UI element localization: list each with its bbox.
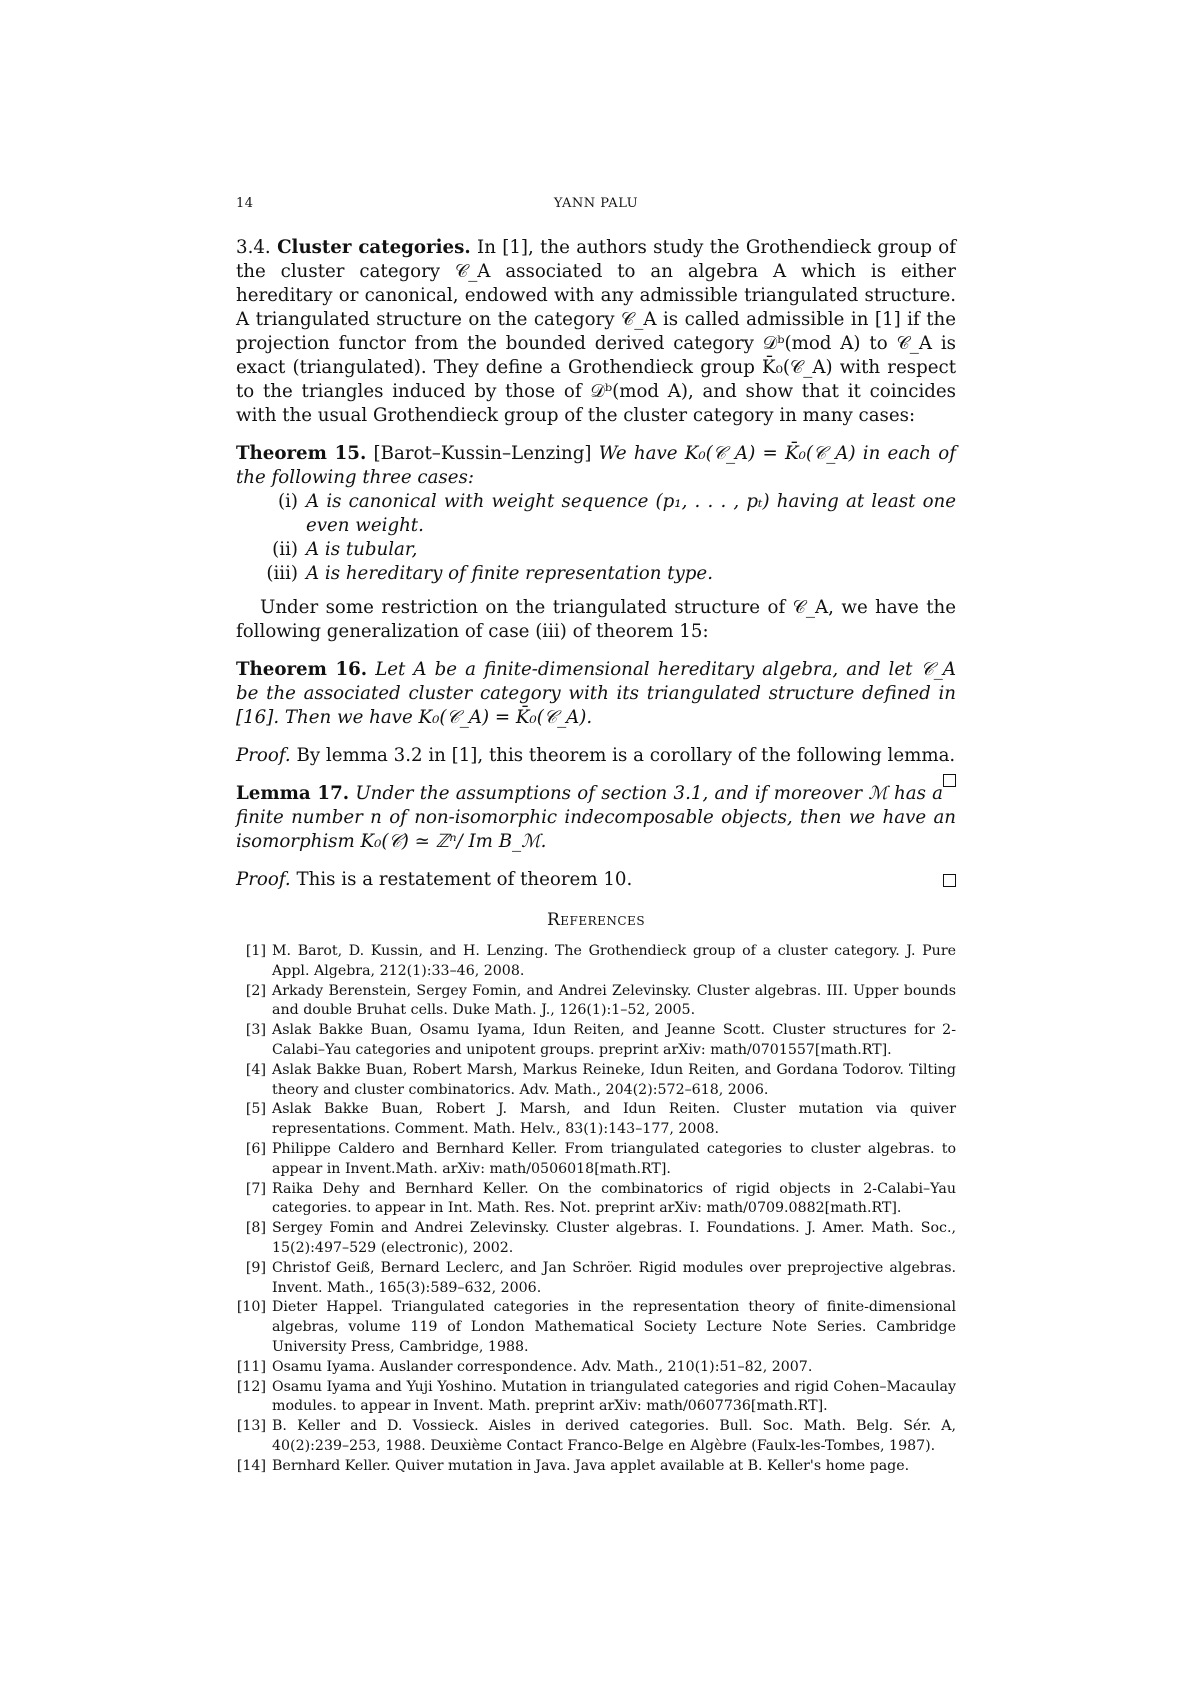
reference-item: [7] Raika Dehy and Bernhard Keller. On the combinatorics of rigid objects in 2-Calabi–Yau categories. to appear in Int. Math. Res. Not. preprint arXiv: math/0709.0882[math.RT]. — [245, 1180, 956, 1217]
proof-text: By lemma 3.2 in [1], this theorem is a corollary of the following lemma. — [296, 745, 956, 766]
section-title: Cluster categories. — [277, 237, 471, 258]
theorem-16-statement: Let A be a finite-dimensional hereditary algebra, and let 𝒞_A be the associated cluster category with its triangulated structure defined in [16]. Then we have K₀(𝒞_A) = K̄₀(𝒞_A). — [236, 659, 956, 728]
proof-text: This is a restatement of theorem 10. — [296, 869, 633, 890]
case-item: (ii) A is tubular, — [272, 539, 418, 560]
theorem-16-label: Theorem 16. — [236, 659, 368, 680]
theorem-15-statement: We have K₀(𝒞_A) = K̄₀(𝒞_A) in each of the following three cases: — [236, 443, 956, 488]
lemma-17-label: Lemma 17. — [236, 783, 350, 804]
qed-box-icon — [943, 874, 956, 887]
theorem-15-label: Theorem 15. — [236, 443, 367, 464]
theorem-15-attribution: [Barot–Kussin–Lenzing] — [373, 443, 592, 464]
reference-item: [6] Philippe Caldero and Bernhard Keller. From triangulated categories to cluster algebras. to appear in Invent.Math. arXiv: math/0506018[math.RT]. — [245, 1140, 956, 1177]
reference-item: [14] Bernhard Keller. Quiver mutation in Java. Java applet available at B. Keller's home page. — [236, 1457, 910, 1474]
reference-item: [2] Arkady Berenstein, Sergey Fomin, and Andrei Zelevinsky. Cluster algebras. III. Upper bounds and double Bruhat cells. Duke Math. J., 126(1):1–52, 2005. — [245, 982, 956, 1019]
lemma-17-statement: Under the assumptions of section 3.1, and if moreover ℳ has a finite number n of non-isomorphic indecomposable objects, then we have an isomorphism K₀(𝒞) ≃ ℤⁿ/ Im B_ℳ. — [236, 783, 956, 852]
reference-item: [1] M. Barot, D. Kussin, and H. Lenzing. The Grothendieck group of a cluster category. J. Pure Appl. Algebra, 212(1):33–46, 2008. — [245, 943, 956, 979]
page-body — [236, 236, 956, 1477]
proof-2 — [236, 868, 956, 892]
page-number: 14 — [236, 196, 254, 211]
reference-item: [3] Aslak Bakke Buan, Osamu Iyama, Idun Reiten, and Jeanne Scott. Cluster structures for 2-Calabi–Yau categories and unipotent groups. preprint arXiv: math/0701557[math.RT]. — [245, 1022, 956, 1058]
theorem-16 — [236, 658, 956, 730]
lemma-17 — [236, 782, 956, 854]
running-head-author: YANN PALU — [553, 196, 639, 211]
reference-item: [4] Aslak Bakke Buan, Robert Marsh, Markus Reineke, Idun Reiten, and Gordana Todorov. Tilting theory and cluster combinatorics. Adv. Math., 204(2):572–618, 2006. — [245, 1061, 956, 1098]
section-body: In [1], the authors study the Grothendieck group of the cluster category 𝒞_A associated to an algebra A which is either hereditary or canonical, endowed with any admissible triangulated structure. A triangulated structure on the category 𝒞_A is called admissible in [1] if the projection functor from the bounded derived category 𝒟ᵇ(mod A) to 𝒞_A is exact (triangulated). They define a Grothendieck group K̄₀(𝒞_A) with respect to the triangles induced by those of 𝒟ᵇ(mod A), and show that it coincides with the usual Grothendieck group of the cluster category in many cases: — [236, 237, 956, 426]
case-item: (i) A is canonical with weight sequence (p₁, . . . , pₜ) having at least one even weight. — [277, 491, 956, 536]
reference-item: [10] Dieter Happel. Triangulated categories in the representation theory of finite-dimensional algebras, volume 119 of London Mathematical Society Lecture Note Series. Cambridge University Press, Cambridge, 1988. — [236, 1299, 956, 1355]
section-number: 3.4. — [236, 237, 271, 258]
reference-item: [11] Osamu Iyama. Auslander correspondence. Adv. Math., 210(1):51–82, 2007. — [236, 1358, 813, 1375]
generalization-paragraph: Under some restriction on the triangulated structure of 𝒞_A, we have the following generalization of case (iii) of theorem 15: — [236, 597, 956, 642]
references-heading: References — [546, 910, 646, 930]
reference-item: [9] Christof Geiß, Bernard Leclerc, and Jan Schröer. Rigid modules over preprojective algebras. Invent. Math., 165(3):589–632, 2006. — [245, 1259, 956, 1296]
proof-label: Proof. — [236, 745, 291, 766]
reference-item: [5] Aslak Bakke Buan, Robert J. Marsh, and Idun Reiten. Cluster mutation via quiver representations. Comment. Math. Helv., 83(1):143–177, 2008. — [245, 1101, 956, 1138]
references-list — [236, 942, 956, 1477]
proof-label: Proof. — [236, 869, 291, 890]
reference-item: [13] B. Keller and D. Vossieck. Aisles in derived categories. Bull. Soc. Math. Belg. Sér. A, 40(2):239–253, 1988. Deuxième Contact Franco-Belge en Algèbre (Faulx-les-Tombes, 1987). — [236, 1418, 956, 1454]
reference-item: [12] Osamu Iyama and Yuji Yoshino. Mutation in triangulated categories and rigid Cohen–Macaulay modules. to appear in Invent. Math. preprint arXiv: math/0607736[math.RT]. — [236, 1378, 956, 1415]
proof-1 — [236, 744, 956, 768]
reference-item: [8] Sergey Fomin and Andrei Zelevinsky. Cluster algebras. I. Foundations. J. Amer. Math. Soc., 15(2):497–529 (electronic), 2002. — [245, 1220, 956, 1256]
theorem-15 — [236, 442, 956, 586]
theorem-15-cases — [236, 490, 956, 586]
qed-box-icon — [943, 774, 956, 787]
section-paragraph — [236, 236, 956, 428]
case-item: (iii) A is hereditary of finite representation type. — [266, 563, 713, 584]
